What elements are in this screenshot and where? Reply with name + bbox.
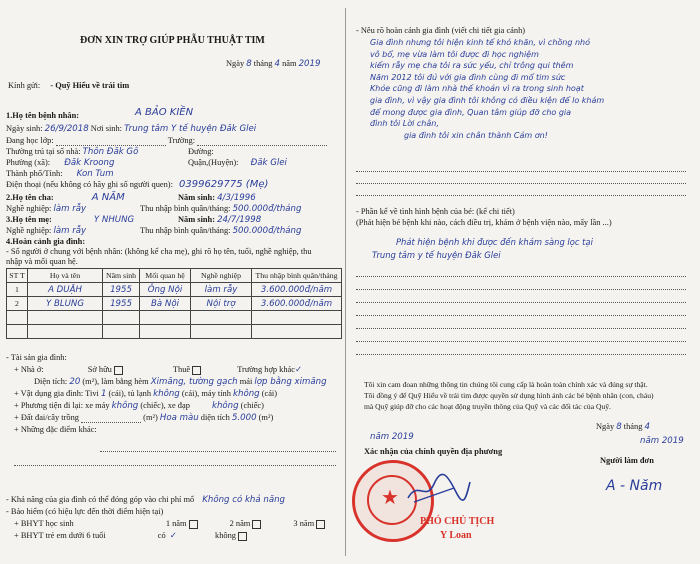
family-heading: 4.Hoàn cảnh gia đình:: [6, 237, 86, 246]
land-area-unit: (m²): [258, 413, 274, 422]
bike-unit: (chiếc): [240, 401, 264, 410]
city-label: Thành phố/Tỉnh:: [6, 169, 63, 178]
row1-job: làm rẫy: [191, 283, 252, 297]
patient-name: A BẢO KIỀN: [135, 107, 194, 118]
date-day: 8: [246, 59, 252, 69]
circumstance-line-9: gia đình tôi xin chân thành Cảm ơn!: [404, 130, 548, 140]
addressee: [8, 81, 129, 91]
mother-year-label: Năm sinh:: [178, 215, 215, 224]
ins-3year-checkbox[interactable]: [316, 520, 325, 529]
applicant-label: Người làm đơn: [600, 456, 654, 465]
mother-income-label: Thu nhập bình quân/tháng:: [140, 226, 231, 235]
fridge-value: không: [153, 389, 180, 399]
ins-1year-checkbox[interactable]: [189, 520, 198, 529]
father-year: 4/3/1996: [217, 193, 256, 203]
land-crop: Hoa màu: [159, 413, 199, 423]
land-unit: (m²): [143, 413, 158, 422]
household-intro-2: nhập và mối quan hệ.: [6, 257, 78, 266]
area-value: 20: [69, 377, 81, 387]
other-check[interactable]: ✓: [295, 365, 303, 375]
assets-heading: - Tài sản gia đình:: [6, 353, 67, 362]
col-name: Họ và tên: [28, 269, 103, 283]
dob-value: 26/9/2018: [44, 124, 89, 134]
ins-yes-label: có: [157, 531, 166, 540]
table-row: [7, 311, 342, 325]
city-value: Kon Tum: [76, 169, 114, 179]
household-table: [6, 268, 342, 339]
mother-year-row: [178, 215, 261, 225]
rent-label: Thuê: [172, 365, 191, 374]
mother-income-row: [140, 226, 301, 236]
circumstance-line-1: Gia đình nhưng tôi hiện kinh tế khó khăn, vì chồng nhỏ: [370, 38, 591, 47]
insurance-student-row: [14, 519, 325, 529]
date-month-label: tháng: [253, 59, 273, 68]
local-date: năm 2019: [370, 432, 414, 442]
mother-label: 3.Họ tên mẹ:: [6, 215, 52, 224]
contribution-value: Không có khả năng: [202, 495, 285, 505]
applicant-signature: A - Năm: [606, 478, 663, 494]
area-label: Diện tích:: [34, 377, 68, 386]
household-items-row: [14, 389, 277, 399]
father-name: A NĂM: [91, 192, 125, 203]
date-month: 4: [274, 59, 280, 69]
row1-relation: Ông Nội: [140, 283, 191, 297]
insurance-label: - Bảo hiểm (có hiệu lực đến thời điểm hiện tại): [6, 507, 164, 516]
insurance-child-row: [14, 531, 247, 541]
dob-row: [6, 124, 256, 134]
row2-job: Nội trợ: [191, 297, 252, 311]
col-income: Thu nhập bình quân/tháng: [252, 269, 342, 283]
seal-star-icon: ★: [381, 487, 399, 509]
father-job-label: Nghề nghiệp:: [6, 204, 52, 213]
ins-2year-checkbox[interactable]: [252, 520, 261, 529]
own-label: Sở hữu: [87, 365, 112, 374]
ins-yes-check[interactable]: ✓: [169, 531, 177, 541]
ins-child-label: + BHYT trẻ em dưới 6 tuổi: [14, 531, 106, 540]
street-label: Đường:: [188, 147, 214, 156]
circumstance-line-3: kiếm rẫy mẹ cha tôi ra sức yếu, chỉ trông qui thêm: [370, 61, 574, 71]
father-job: làm rẫy: [53, 204, 87, 214]
row2-stt: 2: [7, 297, 28, 311]
table-row: [7, 297, 342, 311]
row1-stt: 1: [7, 283, 28, 297]
sign-date-year: năm 2019: [640, 436, 684, 446]
sign-date-month: 4: [644, 422, 650, 432]
other-features-label: + Những đặc điểm khác:: [14, 425, 97, 434]
sign-date-day: 8: [616, 422, 622, 432]
disease-line-1: Phát hiện bệnh khi được đến khám sàng lọc tại: [396, 237, 593, 247]
ins-3year-label: 3 năm: [293, 519, 315, 528]
column-divider: [345, 8, 346, 556]
father-job-row: [6, 204, 86, 214]
moto-unit: (chiếc), xe đạp: [140, 401, 190, 410]
disease-label: - Phần kể về tình hình bệnh của bé: (kể chi tiết): [356, 207, 515, 216]
school-row: [6, 136, 327, 146]
father-year-row: [178, 193, 256, 203]
row1-year: 1955: [103, 283, 140, 297]
circumstance-blank-lines: [356, 160, 686, 196]
mother-job: làm rẫy: [53, 226, 87, 236]
col-job: Nghề nghiệp: [191, 269, 252, 283]
other-features-line-2: [14, 448, 336, 466]
phone-row: [6, 180, 268, 190]
mother-job-row: [6, 226, 86, 236]
bike-value: không: [211, 401, 239, 411]
land-area: 5.000: [231, 413, 257, 423]
date-year: 2019: [298, 59, 321, 69]
ins-no-checkbox[interactable]: [238, 532, 247, 541]
ins-1year-label: 1 năm: [165, 519, 187, 528]
mother-job-label: Nghề nghiệp:: [6, 226, 52, 235]
disease-blank-lines: [356, 264, 686, 355]
land-row: [14, 413, 273, 423]
contribution-row: [6, 495, 285, 505]
sign-date-prefix: Ngày: [596, 422, 615, 431]
addressee-value: - Quỹ Hiểu về trái tim: [50, 81, 130, 90]
contribution-label: - Khả năng của gia đình có thể đóng góp vào chi phí mổ: [6, 495, 195, 504]
transport-row: [14, 401, 264, 411]
ins-2year-label: 2 năm: [229, 519, 251, 528]
addressee-label: Kính gửi:: [8, 81, 41, 90]
household-header-row: [7, 269, 342, 283]
birthplace-label: Nơi sinh:: [90, 124, 122, 133]
transport-label: + Phương tiện đi lại: xe máy: [14, 401, 110, 410]
circumstance-line-4: Năm 2012 tôi đủ với gia đình cùng đi mổ tim sức: [370, 72, 566, 82]
mother-year: 24/7/1998: [217, 215, 262, 225]
residence-value: Thôn Đăk Gô: [82, 147, 139, 157]
house-row: [14, 365, 302, 375]
moto-value: không: [111, 401, 139, 411]
sign-date: [596, 422, 650, 432]
area-material: Ximăng, tường gạch: [150, 377, 238, 387]
circumstance-line-8: đình tôi Lời chân,: [370, 119, 439, 129]
col-year: Năm sinh: [103, 269, 140, 283]
disease-text: [372, 236, 593, 262]
phone-value: 0399629775 (Mẹ): [179, 179, 269, 190]
area-row: [34, 377, 327, 387]
table-row: [7, 283, 342, 297]
school-name-label: Trường:: [167, 136, 196, 145]
sign-date-month-label: tháng: [623, 422, 643, 431]
father-income: 500.000đ/tháng: [232, 204, 302, 214]
computer-unit: (cái): [261, 389, 278, 398]
ins-student-label: + BHYT học sinh: [14, 519, 74, 528]
father-year-label: Năm sinh:: [178, 193, 215, 202]
row2-year: 1955: [103, 297, 140, 311]
seal-name: Y Loan: [440, 530, 472, 541]
ward-row: [6, 158, 114, 168]
form-date: [226, 59, 320, 69]
roof-label: mái: [239, 377, 253, 386]
mother-row: [6, 215, 134, 225]
row2-income: 3.600.000đ/năm: [252, 297, 342, 311]
father-income-label: Thu nhập bình quân/tháng:: [140, 204, 231, 213]
school-label: Đang học lớp:: [6, 136, 54, 145]
table-row: [7, 325, 342, 339]
land-label: + Đất đai/cây trồng: [14, 413, 79, 422]
circumstance-line-2: vô bổ, mẹ vừa làm tôi được đi học nghiệm: [370, 49, 539, 59]
tv-value: 1: [100, 389, 107, 399]
district-value: Đăk Glei: [250, 158, 287, 168]
city-row: [6, 169, 114, 179]
date-prefix: Ngày: [226, 59, 245, 68]
area-unit: (m²), làm bằng hèm: [82, 377, 149, 386]
date-year-label: năm: [282, 59, 297, 68]
row2-relation: Bà Nội: [140, 297, 191, 311]
father-label: 2.Họ tên cha:: [6, 193, 54, 202]
disease-line-2: Trung tâm y tế huyện Đăk Glei: [372, 250, 501, 260]
district-label: Quận,(Huyện):: [188, 158, 239, 167]
district-row: [188, 158, 287, 168]
father-income-row: [140, 204, 301, 214]
commitment-3: mà Quỹ giúp đỡ cho các hoạt động truyền thông của Quỹ và các đối tác của Quỹ.: [364, 402, 611, 411]
col-relation: Mối quan hệ: [140, 269, 191, 283]
residence-label: Thường trú tại số nhà:: [6, 147, 81, 156]
own-checkbox[interactable]: [114, 366, 123, 375]
ward-value: Đăk Kroong: [64, 158, 115, 168]
local-signature: [404, 472, 474, 506]
mother-income: 500.000đ/tháng: [232, 226, 302, 236]
circumstance-label: - Nêu rõ hoàn cảnh gia đình (viết chi tiết gia cảnh): [356, 26, 526, 35]
house-label: + Nhà ở:: [14, 365, 44, 374]
ins-no-label: không: [215, 531, 236, 540]
land-area-label: diện tích: [200, 413, 230, 422]
circumstance-line-6: gia đình, vì vậy gia đình tôi không có điều kiện để lo khám: [370, 95, 605, 105]
patient-heading: 1.Họ tên bệnh nhân:: [6, 111, 80, 120]
dob-label: Ngày sinh:: [6, 124, 43, 133]
circumstance-line-5: Khỏe cũng đi làm nhà thế khoản vì ra trong sinh hoạt: [370, 84, 584, 94]
local-confirm-label: Xác nhận của chính quyền địa phương: [364, 447, 503, 456]
commitment-1: Tôi xin cam đoan những thông tin chúng tôi cung cấp là hoàn toàn chính xác và đúng sự thật.: [364, 380, 648, 389]
rent-checkbox[interactable]: [192, 366, 201, 375]
circumstance-line-7: để mong được gia đình, Quan tâm giúp đỡ cho gia: [370, 107, 572, 117]
circumstance-text: [370, 37, 688, 141]
computer-value: không: [233, 389, 260, 399]
phone-label: Điện thoại (nếu không có hãy ghi số người quen):: [6, 180, 173, 189]
household-intro: - Số người ở chung với bệnh nhân: (không kể cha mẹ), ghi rõ họ tên, tuổi, nghề nghiệp, thu: [6, 247, 312, 256]
disease-sub: (Phát hiện bé bệnh khi nào, cách điều trị, khám ở bệnh viện nào, mấy lần ...): [356, 218, 612, 227]
computer-label: (cái), máy tính: [181, 389, 231, 398]
residence-row: [6, 147, 138, 157]
row1-income: 3.600.000đ/năm: [252, 283, 342, 297]
ward-label: Phường (xã):: [6, 158, 51, 167]
row1-name: A DUẬH: [28, 283, 103, 297]
fridge-label: (cái), tủ lạnh: [108, 389, 152, 398]
commitment-2: Tôi đồng ý để Quỹ Hiểu về trái tim được quyền sử dụng hình ảnh các bé bệnh nhân (con, cháu): [364, 391, 654, 400]
form-title: ĐƠN XIN TRỢ GIÚP PHẪU THUẬT TIM: [80, 35, 265, 46]
other-label: Trường hợp khác: [237, 365, 295, 374]
row2-name: Y BLUNG: [28, 297, 103, 311]
roof-value: lợp bằng ximăng: [254, 377, 327, 387]
items-label: + Vật dụng gia đình: Tivi: [14, 389, 99, 398]
mother-name: Y NHUNG: [93, 215, 135, 225]
father-row: [6, 193, 125, 203]
seal-title: PHÓ CHỦ TỊCH: [420, 516, 495, 527]
col-stt: ST T: [7, 269, 28, 283]
birthplace-value: Trung tâm Y tế huyện Đăk Glei: [124, 124, 257, 134]
